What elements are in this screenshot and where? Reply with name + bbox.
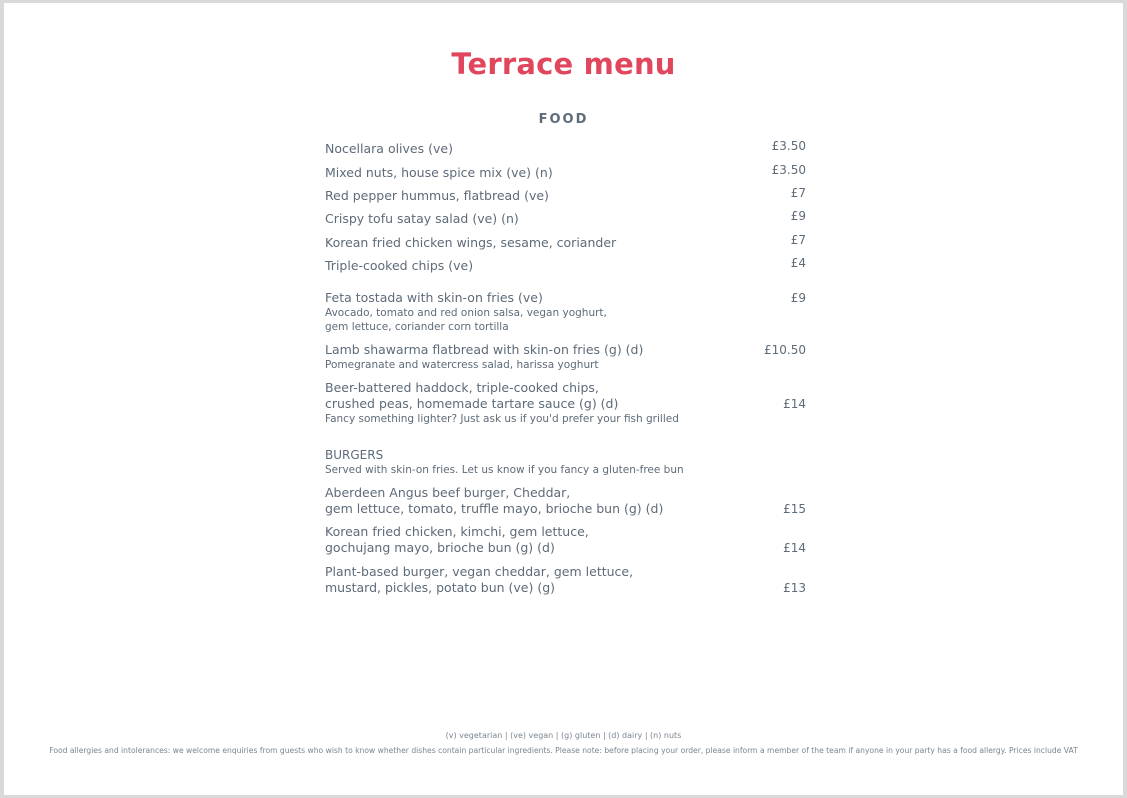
- item-price: £9: [790, 291, 806, 305]
- allergy-note: Food allergies and intolerances: we welcome enquiries from guests who wish to know whether dishes contain particular ingredients. Please note: before placing your order, please inform a member of the team if anyone in your party has a food allergy. Prices include VAT: [49, 746, 1078, 755]
- item-name: Korean fried chicken, kimchi, gem lettuce, gochujang mayo, brioche bun (g) (d): [325, 524, 589, 555]
- menu-item: [325, 138, 806, 157]
- item-description: Avocado, tomato and red onion salsa, vegan yoghurt, gem lettuce, coriander corn tortilla: [325, 307, 607, 333]
- item-price: £14: [783, 397, 806, 411]
- item-price: £7: [790, 186, 806, 200]
- item-name: Feta tostada with skin-on fries (ve): [325, 290, 543, 305]
- menu-item: [325, 185, 806, 204]
- item-name: Lamb shawarma flatbread with skin-on fries (g) (d): [325, 342, 644, 357]
- item-name: Crispy tofu satay salad (ve) (n): [325, 211, 519, 226]
- menu-item: [325, 485, 806, 517]
- item-price: £7: [790, 233, 806, 247]
- burgers-note: Served with skin-on fries. Let us know if you fancy a gluten-free bun: [325, 464, 684, 476]
- burgers-heading: BURGERS: [325, 448, 384, 462]
- menu-item: [325, 564, 806, 596]
- item-price: £3.50: [771, 163, 806, 177]
- menu-page: [4, 3, 1123, 795]
- menu-item: [325, 342, 806, 372]
- menu-item: [325, 524, 806, 556]
- item-price: £4: [790, 256, 806, 270]
- item-price: £15: [783, 502, 806, 516]
- menu-item: [325, 208, 806, 227]
- item-name: Mixed nuts, house spice mix (ve) (n): [325, 165, 553, 180]
- item-price: £9: [790, 209, 806, 223]
- section-heading-food: FOOD: [538, 112, 589, 127]
- item-name: Nocellara olives (ve): [325, 141, 453, 156]
- menu-item: [325, 290, 806, 334]
- dietary-key: (v) vegetarian | (ve) vegan | (g) gluten | (d) dairy | (n) nuts: [445, 731, 682, 740]
- item-price: £10.50: [764, 343, 806, 357]
- item-price: £14: [783, 541, 806, 555]
- item-name: Plant-based burger, vegan cheddar, gem lettuce, mustard, pickles, potato bun (ve) (g): [325, 564, 634, 595]
- item-name: Korean fried chicken wings, sesame, coriander: [325, 235, 617, 250]
- item-name: Beer-battered haddock, triple-cooked chips, crushed peas, homemade tartare sauce (g) (d): [325, 380, 619, 411]
- item-description: Fancy something lighter? Just ask us if you'd prefer your fish grilled: [325, 413, 679, 425]
- item-price: £13: [783, 581, 806, 595]
- item-name: Triple-cooked chips (ve): [325, 258, 474, 273]
- menu-item: [325, 232, 806, 251]
- burgers-section: [325, 447, 806, 477]
- item-price: £3.50: [771, 139, 806, 153]
- item-name: Aberdeen Angus beef burger, Cheddar, gem lettuce, tomato, truffle mayo, brioche bun (g) (d): [325, 485, 664, 516]
- menu-item: [325, 380, 806, 426]
- page-title: Terrace menu: [451, 47, 676, 81]
- item-description: Pomegranate and watercress salad, harissa yoghurt: [325, 359, 599, 371]
- menu-item: [325, 162, 806, 181]
- menu-item: [325, 255, 806, 274]
- item-name: Red pepper hummus, flatbread (ve): [325, 188, 549, 203]
